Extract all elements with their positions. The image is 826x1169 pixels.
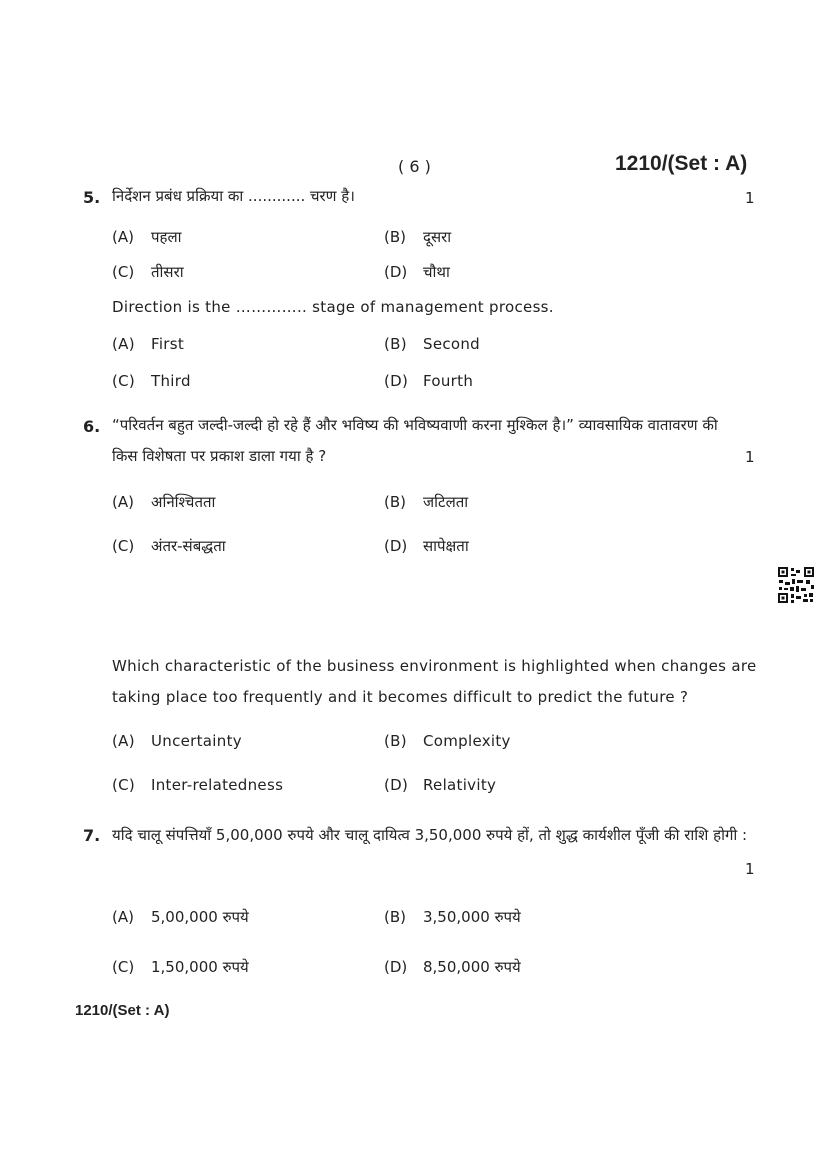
option-a-english: [112, 732, 242, 750]
marks: 1: [745, 448, 755, 466]
option-text: सापेक्षता: [423, 537, 469, 555]
option-a-english: [112, 335, 184, 353]
option-label: (C): [112, 372, 136, 390]
option-a-hindi: [112, 907, 249, 927]
option-text: Uncertainty: [151, 732, 242, 750]
option-label: (B): [384, 732, 407, 750]
option-d-english: [384, 372, 473, 390]
option-text: Inter-relatedness: [151, 776, 284, 794]
option-d-hindi: [384, 536, 469, 556]
option-label: (B): [384, 335, 407, 353]
option-c-english: [112, 776, 283, 794]
option-a-hindi: [112, 492, 215, 512]
marks: 1: [745, 860, 755, 878]
option-d-hindi: [384, 262, 450, 282]
option-label: (D): [384, 958, 408, 976]
question-text-hindi: निर्देशन प्रबंध प्रक्रिया का ............ चरण है।: [112, 187, 355, 205]
option-text: Second: [423, 335, 481, 353]
option-text: 3,50,000 रुपये: [423, 908, 521, 926]
option-label: (C): [112, 958, 135, 976]
option-d-english: [384, 776, 496, 794]
option-text: Complexity: [423, 732, 511, 750]
option-text: अनिश्चितता: [151, 493, 216, 511]
option-text: 1,50,000 रुपये: [151, 958, 249, 976]
option-label: (A): [112, 335, 135, 353]
option-label: (C): [112, 776, 136, 794]
question-text-hindi: यदि चालू संपत्तियाँ 5,00,000 रुपये और चालू दायित्व 3,50,000 रुपये हों, तो शुद्ध कार्यशील पूँजी की राशि होगी :: [112, 826, 748, 844]
option-c-english: [112, 372, 191, 390]
option-text: Fourth: [423, 372, 474, 390]
option-b-english: [384, 335, 480, 353]
option-label: (C): [112, 263, 135, 281]
page-number: ( 6 ): [398, 157, 431, 176]
option-label: (D): [384, 372, 409, 390]
option-label: (B): [384, 228, 406, 246]
option-label: (A): [112, 493, 134, 511]
option-label: (D): [384, 776, 409, 794]
option-b-english: [384, 732, 511, 750]
option-text: जटिलता: [423, 493, 469, 511]
option-c-hindi: [112, 262, 184, 282]
option-text: First: [151, 335, 185, 353]
option-b-hindi: [384, 907, 521, 927]
option-text: अंतर-संबद्धता: [151, 537, 226, 555]
option-b-hindi: [384, 227, 451, 247]
qr-code-icon: [777, 566, 815, 604]
option-d-hindi: [384, 957, 521, 977]
question-text-hindi: “परिवर्तन बहुत जल्दी-जल्दी हो रहे हैं और भविष्य की भविष्यवाणी करना मुश्किल है।” व्यावसायिक वातावरण की किस विशेषता पर प्रकाश डाला गया है ?: [112, 416, 718, 465]
option-text: चौथा: [423, 263, 450, 281]
option-c-hindi: [112, 957, 249, 977]
option-text: दूसरा: [423, 228, 452, 246]
question-number: 7.: [83, 826, 101, 845]
option-text: पहला: [151, 228, 182, 246]
marks: 1: [745, 189, 755, 207]
option-label: (D): [384, 263, 408, 281]
question-text-english: Which characteristic of the business environment is highlighted when changes are taking place too frequently and it becomes difficult to predict the future ?: [112, 657, 757, 706]
option-text: 5,00,000 रुपये: [151, 908, 249, 926]
option-text: Third: [151, 372, 191, 390]
question-number: 5.: [83, 188, 101, 207]
option-label: (C): [112, 537, 135, 555]
option-label: (B): [384, 493, 406, 511]
option-b-hindi: [384, 492, 468, 512]
option-label: (B): [384, 908, 406, 926]
set-code-footer: 1210/(Set : A): [75, 1002, 170, 1019]
option-label: (A): [112, 228, 134, 246]
question-text-english: Direction is the ………….. stage of management process.: [112, 298, 554, 316]
option-c-hindi: [112, 536, 226, 556]
option-label: (A): [112, 908, 134, 926]
option-text: तीसरा: [151, 263, 184, 281]
option-text: Relativity: [423, 776, 497, 794]
set-code-header: 1210/(Set : A): [615, 152, 748, 175]
option-label: (A): [112, 732, 135, 750]
question-number: 6.: [83, 417, 101, 436]
option-text: 8,50,000 रुपये: [423, 958, 521, 976]
option-a-hindi: [112, 227, 182, 247]
option-label: (D): [384, 537, 408, 555]
